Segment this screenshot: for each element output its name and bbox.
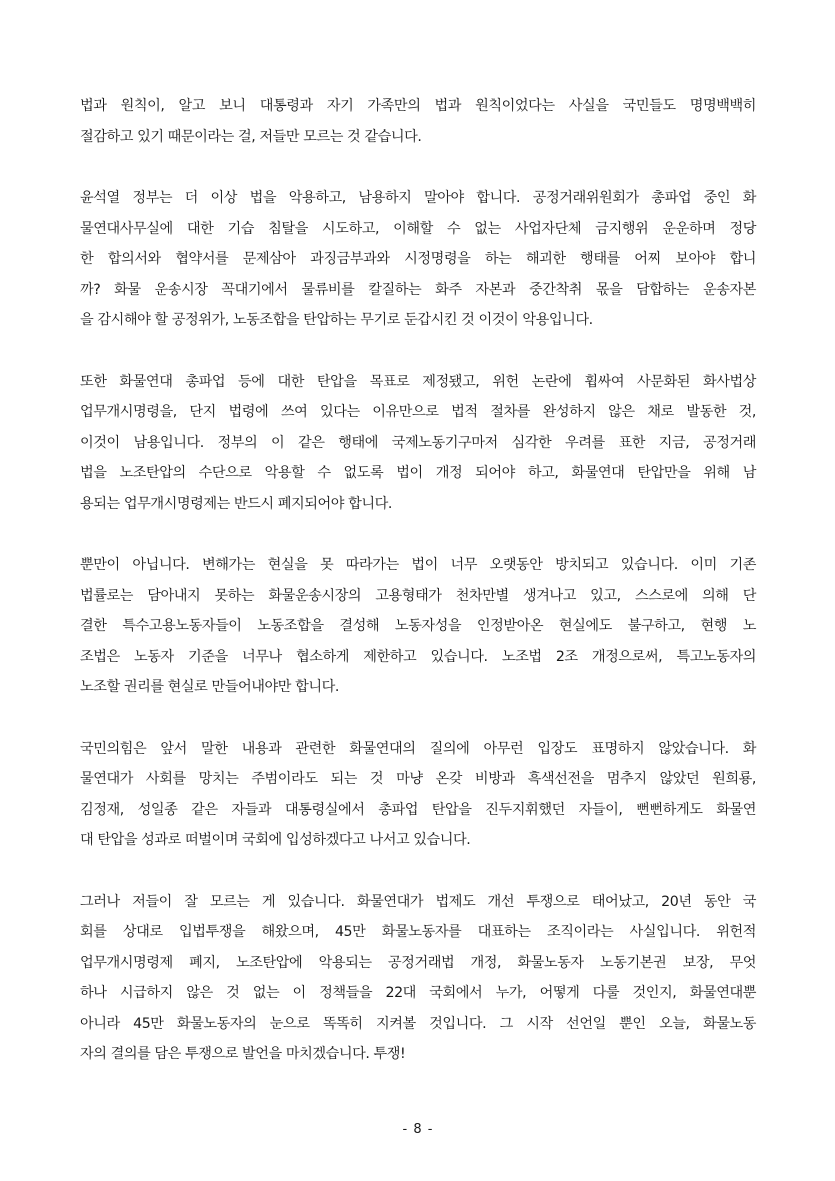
text-line: 한 합의서와 협약서를 문제삼아 과징금부과와 시정명령을 하는 해괴한 행태를 어찌 보아야 합니: [80, 251, 756, 267]
text-line: 노조할 권리를 현실로 만들어내야만 합니다.: [80, 679, 339, 695]
text-line: 그러나 저들이 잘 모르는 게 있습니다. 화물연대가 법제도 개선 투쟁으로 태어났고, 20년 동안 국: [80, 893, 756, 910]
text-line: 업무개시명령제 폐지, 노조탄압에 악용되는 공정거래법 개정, 화물노동자 노동기본권 보장, 무엇: [80, 954, 756, 971]
text-line: 결한 특수고용노동자들이 노동조합을 결성해 노동자성을 인정받아온 현실에도 불구하고, 현행 노: [80, 618, 756, 634]
text-line: 용되는 업무개시명령제는 반드시 폐지되어야 합니다.: [80, 495, 392, 512]
text-line: 아니라 45만 화물노동자의 눈으로 똑똑히 지켜볼 것입니다. 그 시작 선언일 뿐인 오늘, 화물노동: [80, 1015, 756, 1032]
document-body: [80, 91, 756, 1101]
text-line: 까? 화물 운송시장 꼭대기에서 물류비를 칼질하는 화주 자본과 중간착취 몫을 담합하는 운송자본: [80, 281, 756, 298]
text-line: 대 탄압을 성과로 떠벌이며 국회에 입성하겠다고 나서고 있습니다.: [80, 832, 471, 848]
paragraph: [80, 887, 756, 1070]
text-line: 절감하고 있기 때문이라는 걸, 저들만 모르는 것 같습니다.: [80, 128, 422, 145]
document-page: [80, 0, 756, 1181]
text-line: 회를 상대로 입법투쟁을 해왔으며, 45만 화물노동자를 대표하는 조직이라는 사실입니다. 위헌적: [80, 924, 756, 940]
text-line: 조법은 노동자 기준을 너무나 협소하게 제한하고 있습니다. 노조법 2조 개정으로써, 특고노동자의: [80, 648, 756, 665]
paragraph: [80, 91, 756, 152]
text-line: 뿐만이 아닙니다. 변해가는 현실을 못 따라가는 법이 너무 오랫동안 방치되고 있습니다. 이미 기존: [80, 557, 756, 573]
text-line: 물연대가 사회를 망치는 주범이라도 되는 것 마냥 온갖 비방과 흑색선전을 멈추지 않았던 원희룡,: [80, 771, 756, 787]
text-line: 법과 원칙이, 알고 보니 대통령과 자기 가족만의 법과 원칙이었다는 사실을 국민들도 명명백백히: [80, 98, 756, 114]
text-line: 김정재, 성일종 같은 자들과 대통령실에서 총파업 탄압을 진두지휘했던 자들이, 뻔뻔하게도 화물연: [80, 801, 756, 818]
text-line: 을 감시해야 할 공정위가, 노동조합을 탄압하는 무기로 둔갑시킨 것 이것이 악용입니다.: [80, 312, 593, 328]
paragraph: [80, 367, 756, 520]
text-line: 법률로는 담아내지 못하는 화물운송시장의 고용형태가 천차만별 생겨나고 있고, 스스로에 의해 단: [80, 587, 756, 604]
text-line: 법을 노조탄압의 수단으로 악용할 수 없도록 법이 개정 되어야 하고, 화물연대 탄압만을 위해 남: [80, 465, 756, 481]
paragraph: [80, 550, 756, 703]
page-number: - 8 -: [402, 1122, 434, 1137]
text-line: 이것이 남용입니다. 정부의 이 같은 행태에 국제노동기구마저 심각한 우려를 표한 지금, 공정거래: [80, 434, 756, 451]
paragraph: [80, 734, 756, 856]
text-line: 하나 시급하지 않은 것 없는 이 정책들을 22대 국회에서 누가, 어떻게 다룰 것인지, 화물연대뿐: [80, 985, 756, 1001]
text-line: 윤석열 정부는 더 이상 법을 악용하고, 남용하지 말아야 합니다. 공정거래위원회가 총파업 중인 화: [80, 190, 756, 206]
paragraph: [80, 183, 756, 336]
text-line: 물연대사무실에 대한 기습 침탈을 시도하고, 이해할 수 없는 사업자단체 금지행위 운운하며 정당: [80, 220, 756, 237]
text-line: 또한 화물연대 총파업 등에 대한 탄압을 목표로 제정됐고, 위헌 논란에 휩싸여 사문화된 화사법상: [80, 373, 756, 390]
text-line: 업무개시명령을, 단지 법령에 쓰여 있다는 이유만으로 법적 절차를 완성하지 않은 채로 발동한 것,: [80, 404, 756, 420]
text-line: 자의 결의를 담은 투쟁으로 발언을 마치겠습니다. 투쟁!: [80, 1046, 406, 1062]
text-line: 국민의힘은 앞서 말한 내용과 관련한 화물연대의 질의에 아무런 입장도 표명하지 않았습니다. 화: [80, 740, 756, 757]
